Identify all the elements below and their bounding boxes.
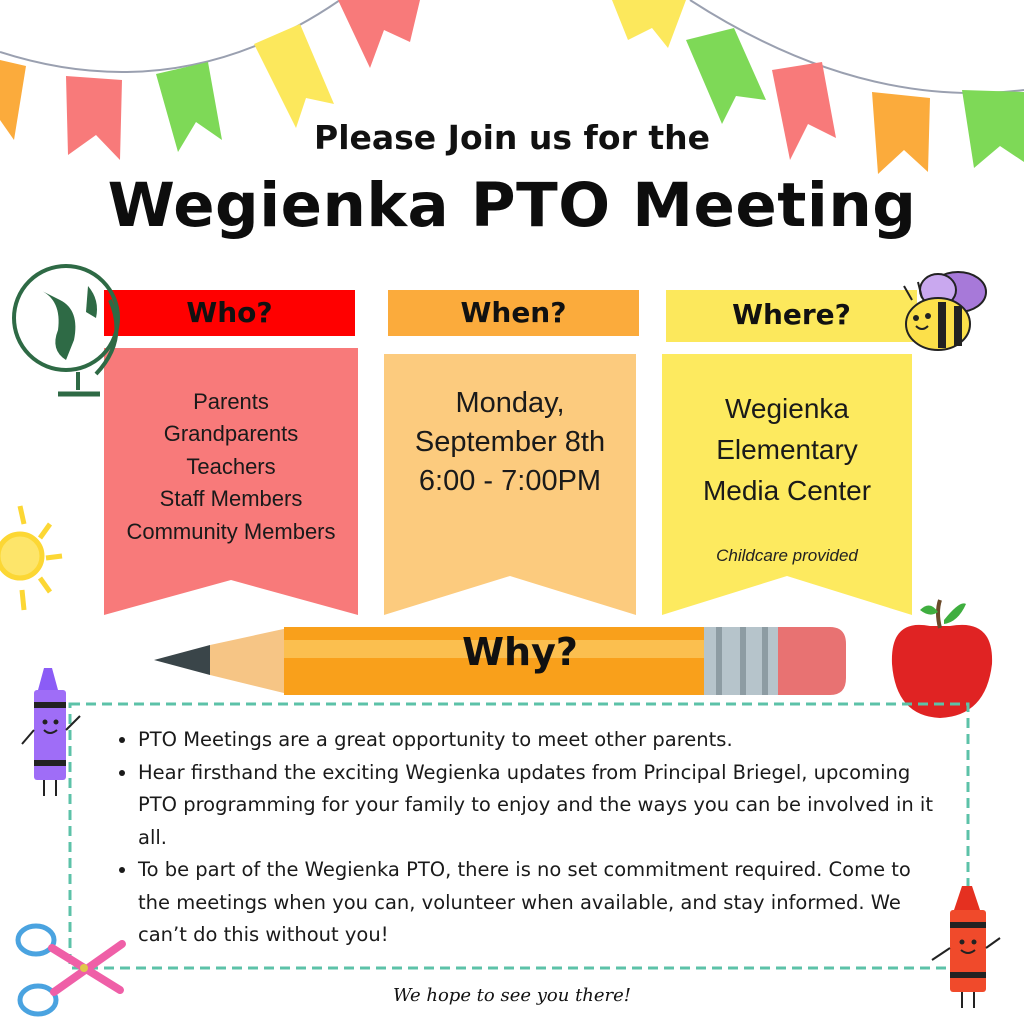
when-date: September 8th bbox=[414, 426, 606, 458]
closing-message: We hope to see you there! bbox=[392, 985, 632, 1006]
childcare-note: Childcare provided bbox=[716, 546, 858, 565]
where-line: Elementary bbox=[716, 434, 858, 465]
who-item: Staff Members bbox=[159, 486, 303, 512]
when-time: 6:00 - 7:00PM bbox=[418, 465, 602, 497]
reason-item: • Hear firsthand the exciting Wegienka updates from Principal Briegel, upcoming PTO programming for your family to enjoy and the ways you can be involved in it all. bbox=[138, 757, 938, 855]
where-line: Media Center bbox=[702, 475, 872, 506]
who-list bbox=[104, 386, 358, 548]
who-item: Parents bbox=[193, 389, 269, 414]
who-item: Teachers bbox=[186, 453, 276, 479]
why-heading: Why? bbox=[462, 630, 578, 674]
sun-icon bbox=[0, 506, 62, 610]
who-heading: Who? bbox=[186, 296, 273, 329]
where-line: Wegienka bbox=[724, 393, 849, 424]
apple-icon bbox=[892, 600, 992, 718]
reason-item: • To be part of the Wegienka PTO, there is no set commitment required. Come to the meetings when you can, volunteer when available, and stay informed. We can’t do this without you! bbox=[138, 854, 938, 952]
reasons-list bbox=[112, 724, 938, 952]
invitation-subtitle: Please Join us for the bbox=[314, 118, 710, 157]
reason-item: • PTO Meetings are a great opportunity to meet other parents. bbox=[138, 724, 938, 757]
when-heading: When? bbox=[460, 296, 567, 329]
globe-icon bbox=[14, 266, 118, 394]
when-details bbox=[384, 384, 636, 501]
when-day: Monday, bbox=[455, 387, 565, 419]
who-item: Community Members bbox=[126, 518, 336, 544]
where-details bbox=[662, 388, 912, 511]
page-title: Wegienka PTO Meeting bbox=[107, 170, 917, 241]
where-heading: Where? bbox=[732, 298, 851, 331]
who-item: Grandparents bbox=[163, 421, 299, 447]
